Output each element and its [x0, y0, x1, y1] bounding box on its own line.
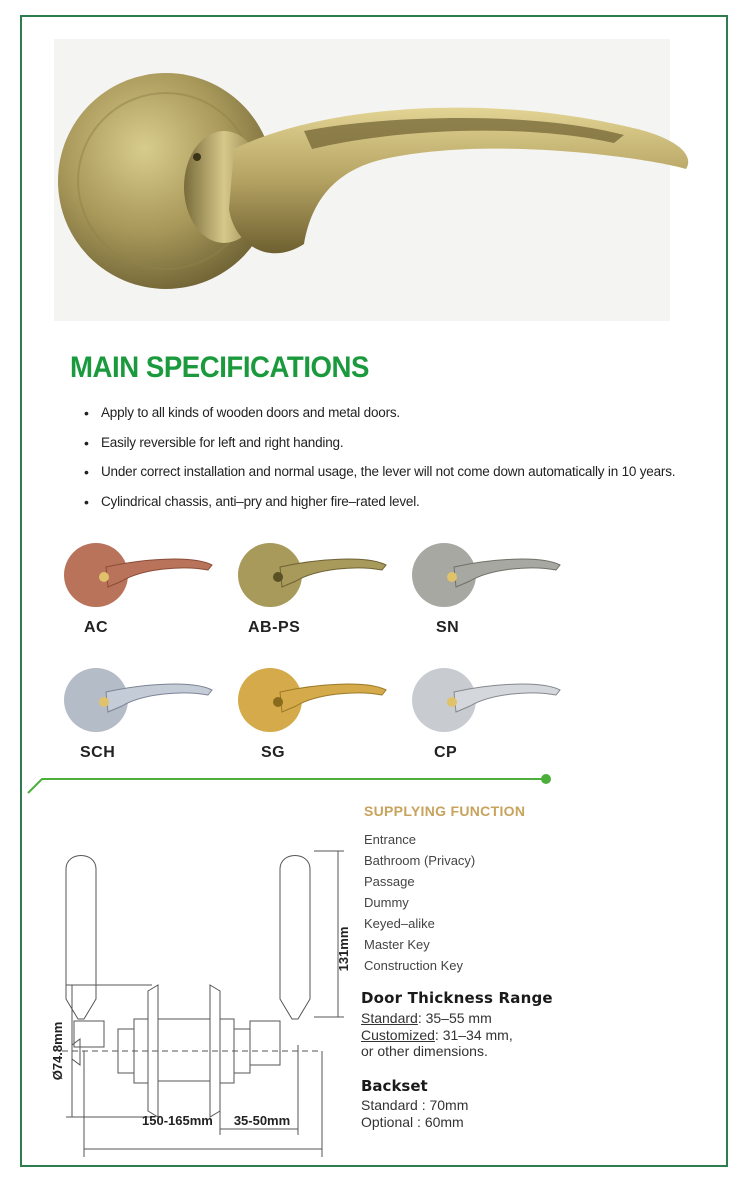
list-item: Bathroom (Privacy) [364, 853, 476, 868]
main-specifications-title: MAIN SPECIFICATIONS [70, 351, 369, 384]
supplying-function-list [364, 829, 475, 976]
finish-sch [62, 662, 222, 772]
finish-label: SG [261, 744, 286, 761]
rose-diameter-label: Ø74.8mm [50, 1021, 65, 1081]
backset-optional: Optional : 60mm [361, 1114, 464, 1130]
standard-value: : 35–55 mm [417, 1010, 492, 1026]
finish-sg [236, 662, 396, 772]
hero-product-image [54, 39, 670, 321]
list-item: Construction Key [364, 958, 463, 973]
finish-label: SN [436, 619, 460, 636]
list-item: Master Key [364, 937, 430, 952]
finish-label: SCH [80, 744, 116, 761]
backset-title: Backset [361, 1077, 428, 1095]
customized-label: Customized [361, 1026, 435, 1043]
finish-ac [62, 537, 222, 647]
finish-label: CP [434, 744, 458, 761]
specifications-list [84, 403, 724, 522]
backset-values [361, 1097, 468, 1131]
height-dimension-label: 131mm [336, 926, 351, 972]
list-item: • Under correct installation and normal usage, the lever will not come down automatically in 10 years. [84, 462, 724, 492]
list-item: Passage [364, 874, 415, 889]
list-item: • Apply to all kinds of wooden doors and metal doors. [84, 403, 724, 433]
supplying-function-title: SUPPLYING FUNCTION [364, 803, 526, 819]
door-thickness-title: Door Thickness Range [361, 989, 553, 1007]
standard-label: Standard [361, 1010, 418, 1026]
list-item: • Easily reversible for left and right handing. [84, 433, 724, 463]
backset-dimension-label: 35-50mm [233, 1113, 291, 1128]
section-divider [22, 769, 562, 799]
customized-value: : 31–34 mm, [434, 1026, 513, 1043]
door-thickness-values [361, 1010, 513, 1060]
finish-label: AB-PS [248, 619, 301, 636]
other-dimensions: or other dimensions. [361, 1043, 488, 1059]
page-frame [20, 15, 728, 1167]
list-item: Dummy [364, 895, 409, 910]
list-item: Keyed–alike [364, 916, 435, 931]
finish-label: AC [84, 619, 109, 636]
list-item: Entrance [364, 832, 417, 847]
technical-drawing [32, 839, 351, 1139]
list-item: • Cylindrical chassis, anti–pry and higher fire–rated level. [84, 492, 724, 522]
length-dimension-label: 150-165mm [142, 1113, 213, 1128]
finish-sn [410, 537, 570, 647]
finish-cp [410, 662, 570, 772]
finish-ab-ps [236, 537, 396, 647]
backset-standard: Standard : 70mm [361, 1097, 469, 1113]
